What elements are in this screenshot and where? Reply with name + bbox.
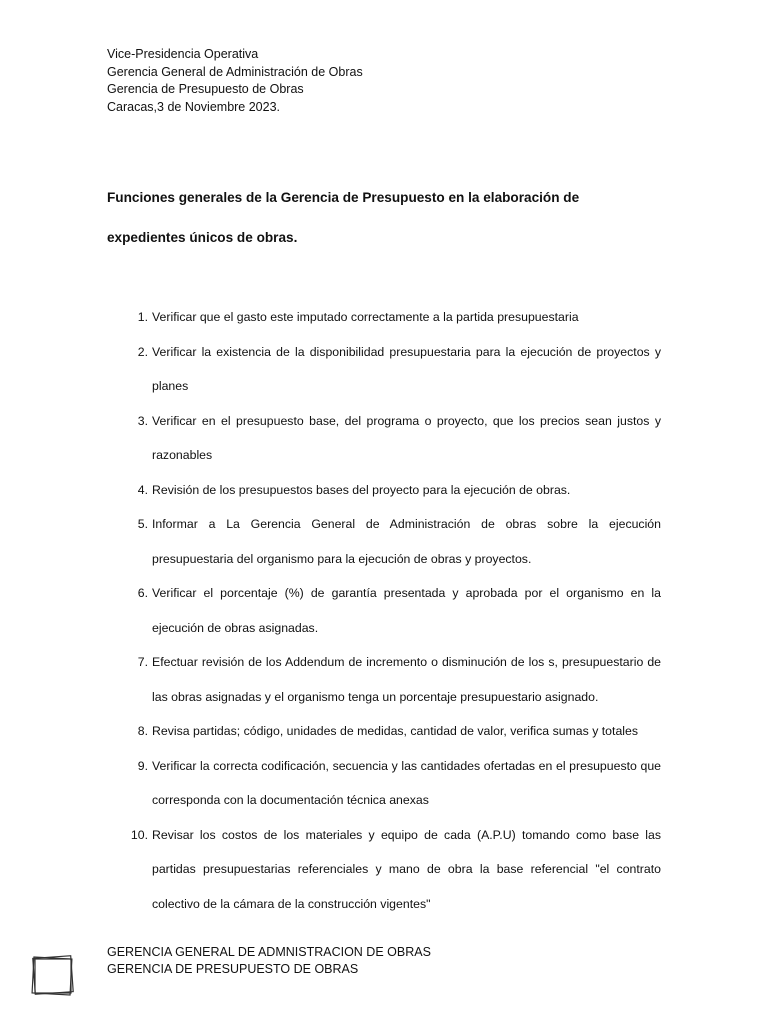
header-line-gerencia-presupuesto: Gerencia de Presupuesto de Obras <box>107 82 304 96</box>
list-item-number: 1. <box>137 310 148 324</box>
header-line-gerencia-general: Gerencia General de Administración de Obras <box>107 64 363 79</box>
list-item-number: 8. <box>137 724 148 738</box>
list-item-text: Verificar que el gasto este imputado correctamente a la partida presupuestaria <box>152 310 579 324</box>
letter-header <box>107 46 363 116</box>
footer-line-gerencia-general: GERENCIA GENERAL DE ADMNISTRACION DE OBRAS <box>107 945 431 959</box>
list-item-number: 6. <box>137 586 148 600</box>
document-title <box>107 178 667 258</box>
list-item-number: 2. <box>137 344 148 359</box>
list-item <box>126 818 661 922</box>
list-item <box>126 300 661 335</box>
header-line-date: Caracas,3 de Noviembre 2023. <box>107 99 281 114</box>
list-item-text: Verificar en el presupuesto base, del programa o proyecto, que los precios sean justos y razonables <box>152 413 661 462</box>
list-item-number: 9. <box>137 758 148 773</box>
list-item-number: 7. <box>137 655 148 669</box>
list-item-text: Verificar el porcentaje (%) de garantía presentada y aprobada por el organismo en la ejecución de obras asignadas. <box>152 586 661 635</box>
list-item-number: 10. <box>130 827 148 842</box>
list-item-number: 3. <box>137 413 148 428</box>
list-item-text: Efectuar revisión de los Addendum de incremento o disminución de los s, presupuestario de las obras asignadas y el organismo tenga un porcentaje presupuestario asignado. <box>152 655 661 704</box>
list-item <box>126 404 661 473</box>
list-item <box>126 473 661 508</box>
functions-list <box>126 300 661 921</box>
list-item <box>126 749 661 818</box>
page-footer <box>107 944 431 978</box>
list-item-number: 4. <box>137 482 148 497</box>
list-item <box>126 576 661 645</box>
title-line-1: Funciones generales de la Gerencia de Presupuesto en la elaboración de <box>107 190 580 205</box>
list-item-text: Informar a La Gerencia General de Administración de obras sobre la ejecución presupuestaria del organismo para la ejecución de obras y proyectos. <box>152 517 661 566</box>
header-line-vicepresidencia: Vice-Presidencia Operativa <box>107 47 259 61</box>
title-line-2: expedientes únicos de obras. <box>107 230 298 245</box>
list-item <box>126 507 661 576</box>
list-item <box>126 714 661 749</box>
list-item-text: Revisar los costos de los materiales y equipo de cada (A.P.U) tomando como base las partidas presupuestarias referenciales y mano de obra la base referencial "el contrato colectivo de la cámara de la construcción vigentes" <box>152 827 661 911</box>
stacked-pages-icon <box>28 952 78 998</box>
list-item <box>126 335 661 404</box>
list-item-text: Verificar la existencia de la disponibilidad presupuestaria para la ejecución de proyectos y planes <box>152 344 661 393</box>
list-item <box>126 645 661 714</box>
list-item-number: 5. <box>137 517 148 531</box>
list-item-text: Revisión de los presupuestos bases del proyecto para la ejecución de obras. <box>152 482 571 497</box>
footer-line-gerencia-presupuesto: GERENCIA DE PRESUPUESTO DE OBRAS <box>107 962 359 976</box>
list-item-text: Verificar la correcta codificación, secuencia y las cantidades ofertadas en el presupuesto que corresponda con la documentación técnica anexas <box>152 758 661 807</box>
list-item-text: Revisa partidas; código, unidades de medidas, cantidad de valor, verifica sumas y totales <box>152 724 638 738</box>
